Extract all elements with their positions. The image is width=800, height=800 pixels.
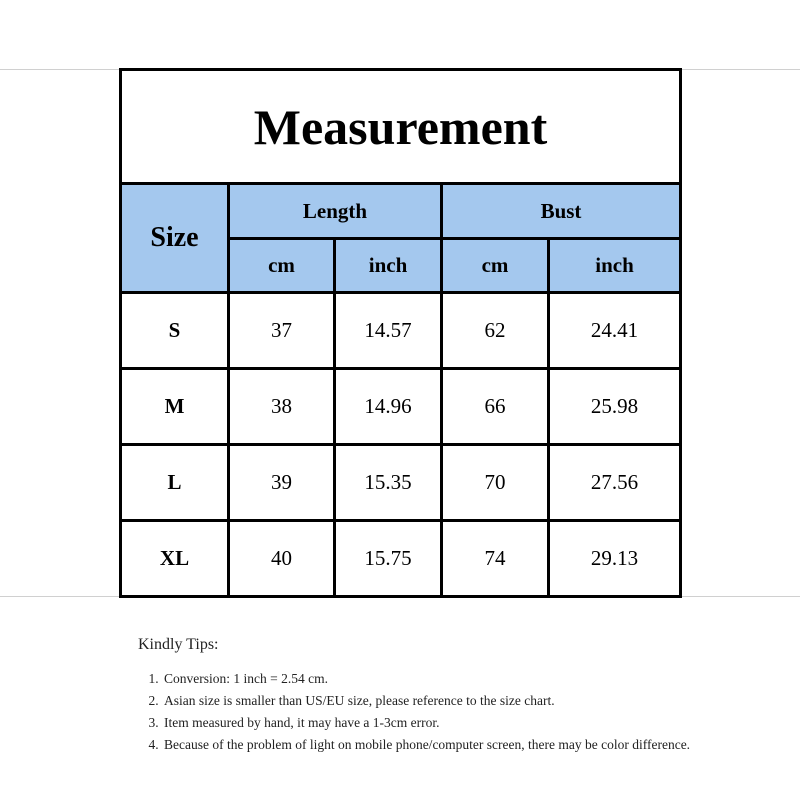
length-inch-cell: 14.57 (335, 293, 442, 369)
length-inch-cell: 15.75 (335, 521, 442, 597)
tips-title: Kindly Tips: (138, 636, 219, 653)
length-cm-header: cm (229, 239, 335, 293)
bust-cm-header: cm (442, 239, 549, 293)
length-inch-cell: 14.96 (335, 369, 442, 445)
table-row (121, 445, 681, 521)
bust-inch-cell: 29.13 (549, 521, 681, 597)
length-cm-cell: 38 (229, 369, 335, 445)
list-item: 3. Item measured by hand, it may have a 1-3cm error. (162, 712, 698, 734)
list-item: 4. Because of the problem of light on mobile phone/computer screen, there may be color difference. (162, 734, 698, 756)
bust-inch-cell: 25.98 (549, 369, 681, 445)
tips-list (138, 668, 698, 756)
list-item: 1. Conversion: 1 inch = 2.54 cm. (162, 668, 698, 690)
bust-inch-cell: 27.56 (549, 445, 681, 521)
bust-inch-header: inch (549, 239, 681, 293)
size-cell: M (121, 369, 229, 445)
size-cell: S (121, 293, 229, 369)
size-cell: XL (121, 521, 229, 597)
size-column-header: Size (121, 184, 229, 293)
length-group-header: Length (229, 184, 442, 239)
bust-cm-cell: 74 (442, 521, 549, 597)
length-inch-header: inch (335, 239, 442, 293)
size-cell: L (121, 445, 229, 521)
bust-inch-cell: 24.41 (549, 293, 681, 369)
bust-cm-cell: 66 (442, 369, 549, 445)
page-title: Measurement (121, 70, 681, 184)
bust-group-header: Bust (442, 184, 681, 239)
length-cm-cell: 39 (229, 445, 335, 521)
bust-cm-cell: 62 (442, 293, 549, 369)
length-cm-cell: 40 (229, 521, 335, 597)
table-row (121, 521, 681, 597)
length-cm-cell: 37 (229, 293, 335, 369)
table-row (121, 293, 681, 369)
table-row (121, 369, 681, 445)
length-inch-cell: 15.35 (335, 445, 442, 521)
size-chart-table (119, 68, 682, 598)
list-item: 2. Asian size is smaller than US/EU size, please reference to the size chart. (162, 690, 698, 712)
tips-section (138, 636, 698, 756)
bust-cm-cell: 70 (442, 445, 549, 521)
